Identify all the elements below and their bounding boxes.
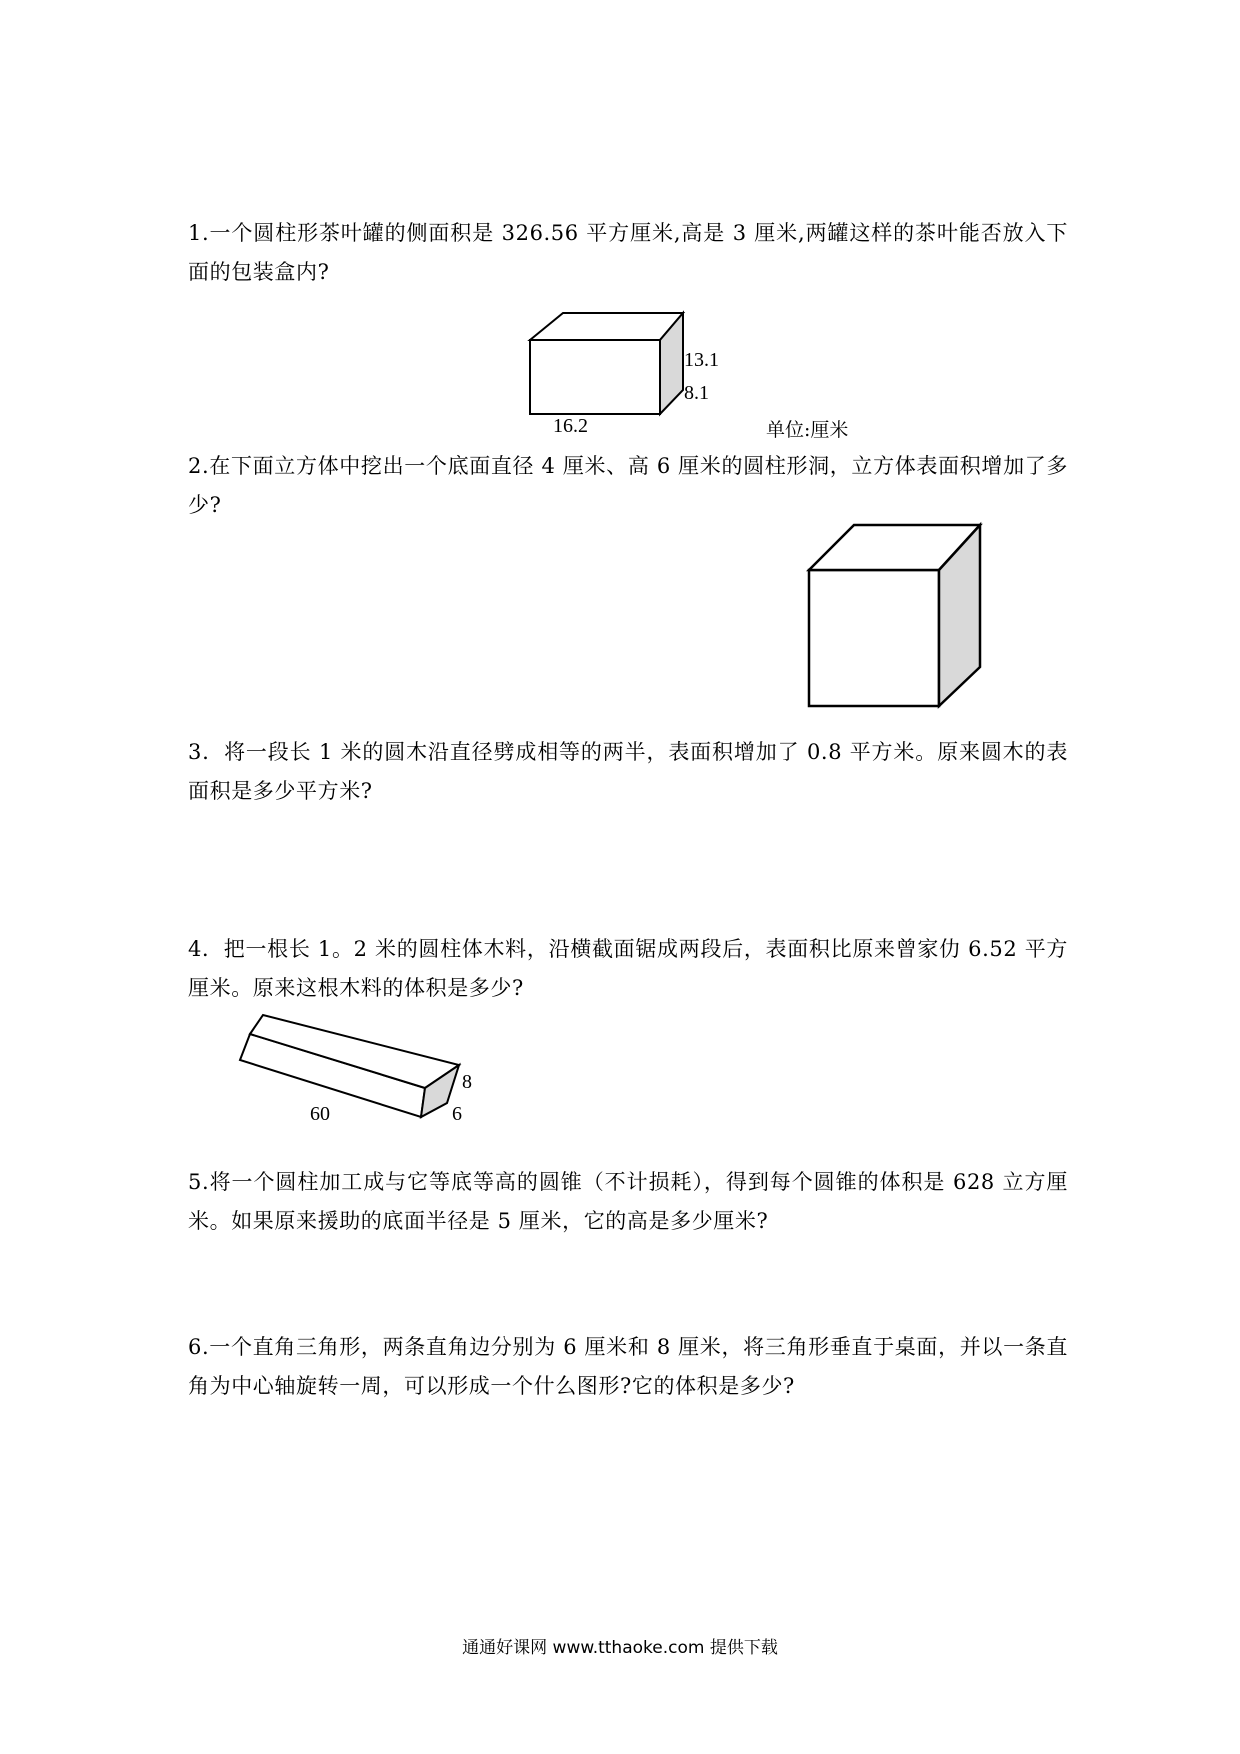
box-front-face <box>530 340 660 414</box>
unit-label: 单位:厘米 <box>766 419 849 441</box>
box-height-label: 13.1 <box>684 349 719 371</box>
cube-front-face <box>809 570 939 706</box>
prism-figure <box>238 1010 463 1120</box>
question-2: 2.在下面立方体中挖出一个底面直径 4 厘米、高 6 厘米的圆柱形洞，立方体表面积增加了多少? <box>188 454 1068 517</box>
prism-length-label: 60 <box>310 1103 330 1125</box>
question-3: 3．将一段长 1 米的圆木沿直径劈成相等的两半，表面积增加了 0.8 平方米。原来圆木的表面积是多少平方米? <box>188 740 1068 803</box>
cube-figure <box>806 522 986 712</box>
question-5: 5.将一个圆柱加工成与它等底等高的圆锥（不计损耗），得到每个圆锥的体积是 628 立方厘米。如果原来援助的底面半径是 5 厘米，它的高是多少厘米? <box>188 1170 1068 1233</box>
question-4: 4．把一根长 1。2 米的圆柱体木料，沿横截面锯成两段后，表面积比原来曾家仂 6.52 平方厘米。原来这根木料的体积是多少? <box>188 937 1068 1000</box>
prism-depth-label: 6 <box>452 1103 462 1125</box>
question-1: 1.一个圆柱形茶叶罐的侧面积是 326.56 平方厘米,高是 3 厘米,两罐这样的茶叶能否放入下面的包装盒内? <box>188 221 1068 284</box>
box-top-face <box>530 313 683 340</box>
box-figure-1 <box>520 310 700 420</box>
footer-credit: 通通好课网 www.tthaoke.com 提供下载 <box>462 1638 778 1658</box>
box-length-label: 16.2 <box>553 415 588 437</box>
prism-height-label: 8 <box>462 1071 472 1093</box>
box-depth-label: 8.1 <box>684 382 709 404</box>
question-6: 6.一个直角三角形，两条直角边分别为 6 厘米和 8 厘米，将三角形垂直于桌面，并以一条直角为中心轴旋转一周，可以形成一个什么图形?它的体积是多少? <box>188 1335 1068 1398</box>
